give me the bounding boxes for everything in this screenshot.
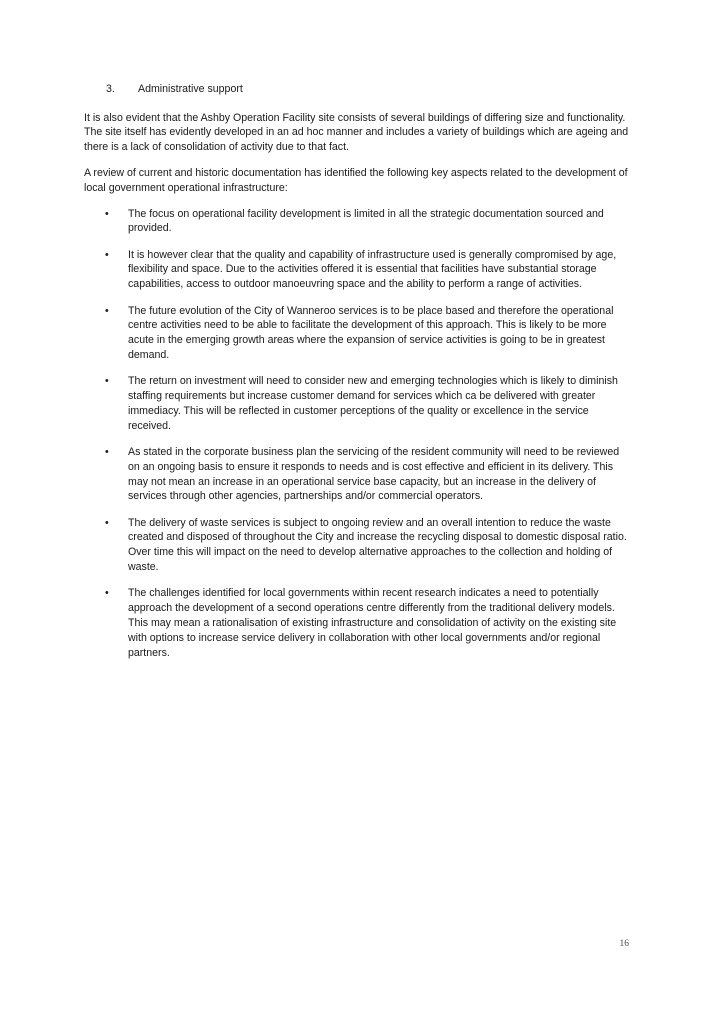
list-item-text: It is however clear that the quality and capability of infrastructure used is generally compromised by age, flexibility and space. Due to the activities offered it is essential that facilities have substantial storage capabilities, access to outdoor manoeuvring space and the ability to perform a range of activities. xyxy=(128,248,617,291)
bullet-icon: • xyxy=(105,304,109,317)
intro-paragraph-1: It is also evident that the Ashby Operation Facility site consists of several buildings of differing size and functionality. The site itself has evidently developed in an ad hoc manner and includes a variety of buildings which are ageing and there is a lack of consolidation of activity due to that fact. xyxy=(84,111,629,154)
list-item xyxy=(84,586,632,660)
bullet-icon: • xyxy=(105,516,109,529)
list-item xyxy=(84,374,632,433)
section-heading xyxy=(84,82,632,97)
list-item-text: The challenges identified for local governments within recent research indicates a need to potentially approach the development of a second operations centre differently from the traditional delivery models. This may mean a rationalisation of existing infrastructure and consolidation of activity on the existing site with options to increase service delivery in collaboration with other local governments and/or regional partners. xyxy=(128,587,617,659)
list-item xyxy=(84,304,632,363)
bullet-icon: • xyxy=(105,375,109,388)
list-item-text: As stated in the corporate business plan the servicing of the resident community will need to be reviewed on an ongoing basis to ensure it responds to needs and is cost effective and efficient in its delivery. This may not mean an increase in an operational service base capacity, but an increase in the delivery of services through other agencies, partnerships and/or commercial operators. xyxy=(128,445,620,503)
list-item xyxy=(84,207,632,237)
page-number: 16 xyxy=(619,939,629,949)
document-content xyxy=(84,82,632,672)
list-item-text: The focus on operational facility development is limited in all the strategic documentation sourced and provided. xyxy=(128,207,604,235)
list-item-text: The future evolution of the City of Wanneroo services is to be place based and therefore the operational centre activities need to be able to facilitate the development of this approach. This is likely to be more acute in the emerging growth areas where the expansion of service activities is going to be in greatest demand. xyxy=(128,304,614,361)
bullet-icon: • xyxy=(105,207,109,220)
bullet-icon: • xyxy=(105,445,109,458)
list-item xyxy=(84,516,632,575)
key-aspects-list xyxy=(84,207,632,661)
list-item xyxy=(84,445,632,504)
intro-paragraph-2: A review of current and historic documentation has identified the following key aspects related to the development of local government operational infrastructure: xyxy=(84,166,628,194)
bullet-icon: • xyxy=(105,248,109,261)
section-heading-label: Administrative support xyxy=(138,83,243,95)
list-item xyxy=(84,248,632,292)
list-item-text: The delivery of waste services is subject to ongoing review and an overall intention to reduce the waste created and disposed of throughout the City and increase the recycling disposal to domestic disposal ratio. Over time this will impact on the need to develop alternative approaches to the collection and holding of waste. xyxy=(128,516,627,574)
bullet-icon: • xyxy=(105,587,109,600)
section-heading-number: 3. xyxy=(106,83,115,95)
list-item-text: The return on investment will need to consider new and emerging technologies which is likely to diminish staffing requirements but increase customer demand for services which ca be delivered with greater immediacy. This will be reflected in customer perceptions of the quality or excellence in the service received. xyxy=(128,375,618,432)
